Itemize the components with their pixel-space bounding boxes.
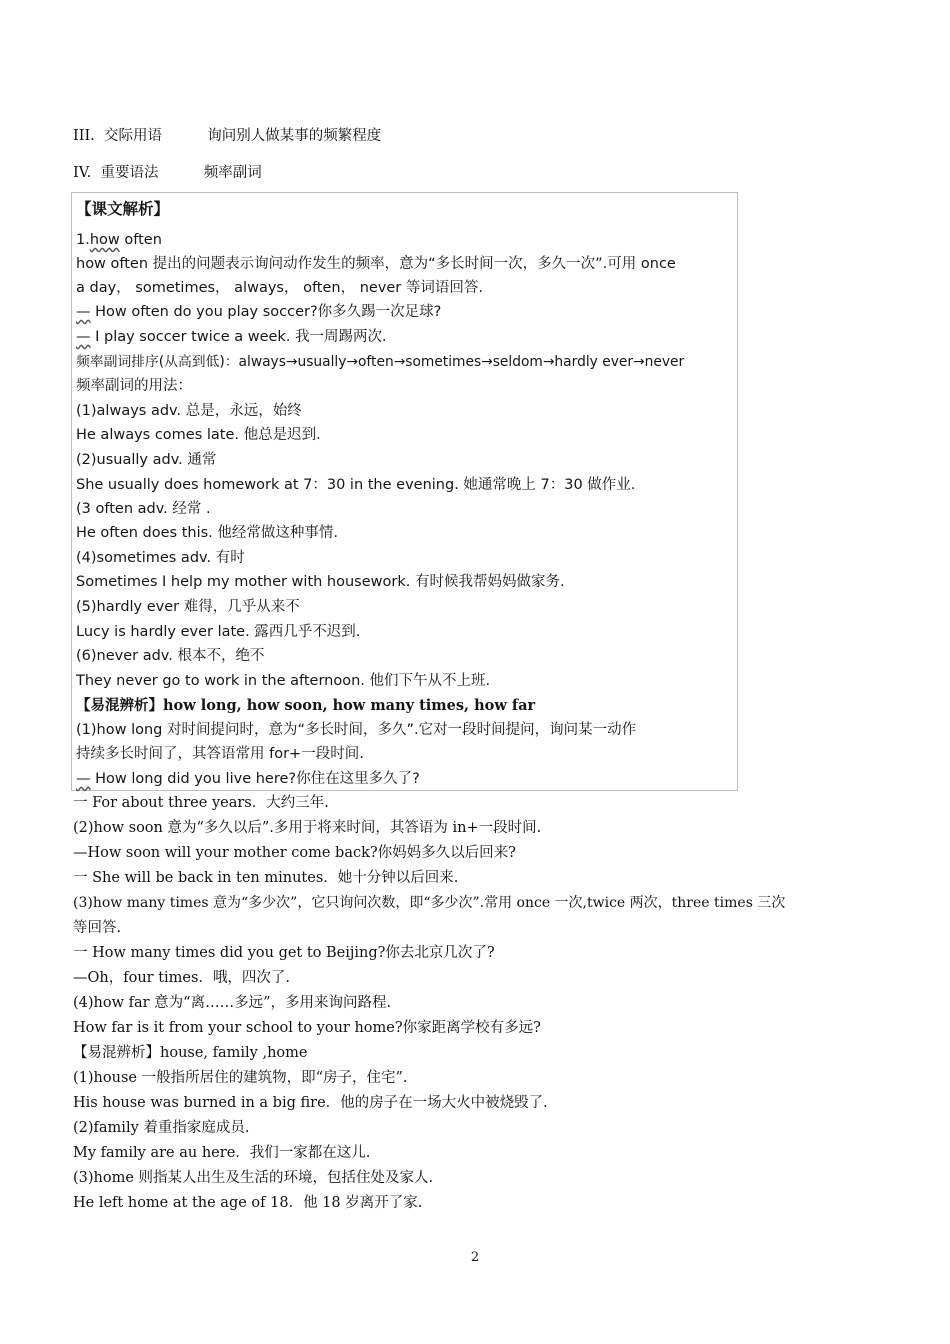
body-line: 一 For about three years．大约三年. [73, 795, 329, 811]
body-line: 等回答. [73, 920, 122, 936]
body-line: My family are au here．我们一家都在这儿. [73, 1145, 371, 1161]
box-line: (1)always adv. 总是，永远，始终 [76, 403, 302, 419]
section-label: 交际用语 [104, 128, 163, 144]
section-value: 频率副词 [203, 165, 262, 181]
body-line: (2)how soon 意为“多久以后”.多用于将来时间，其答语为 in+一段时间. [73, 820, 542, 836]
body-line: (2)family 着重指家庭成员. [73, 1120, 250, 1136]
box-line: how often 提出的问题表示询问动作发生的频率，意为“多长时间一次，多久一次”.可用 once [76, 256, 676, 272]
body-line: How far is it from your school to your home?你家距离学校有多远? [73, 1020, 541, 1036]
section-heading-iii [73, 126, 381, 146]
section-value: 询问别人做某事的频繁程度 [207, 128, 382, 144]
box-line: — How often do you play soccer?你多久踢一次足球? [76, 304, 442, 320]
body-line: (3)how many times 意为“多少次”，它只询问次数，即“多少次”.常用 once 一次,twice 两次，three times 三次 [73, 895, 786, 911]
body-line: (1)house 一般指所居住的建筑物，即“房子，住宅”. [73, 1070, 408, 1086]
body-line: He left home at the age of 18．他 18 岁离开了家. [73, 1195, 423, 1211]
box-line: — How long did you live here?你住在这里多久了? [76, 771, 420, 787]
underlined-term: how [89, 232, 120, 248]
box-line: (3 often adv. 经常 . [76, 501, 211, 517]
box-line: He often does this. 他经常做这种事情. [76, 525, 339, 541]
box-line: They never go to work in the afternoon. 他们下午从不上班. [76, 673, 491, 689]
box-line: Sometimes I help my mother with housework. 有时候我帮妈妈做家务. [76, 574, 565, 590]
box-line: (4)sometimes adv. 有时 [76, 550, 245, 566]
body-line: 一 She will be back in ten minutes．她十分钟以后回来. [73, 870, 459, 886]
box-line: 频率副词的用法： [76, 378, 192, 394]
box-line: (1)how long 对时间提问时，意为“多长时间，多久”.它对一段时间提问，询问某一动作 [76, 722, 637, 738]
page-number: 2 [470, 1250, 480, 1265]
box-heading: 【课文解析】 [76, 200, 170, 218]
body-line: —Oh，four times．哦，四次了. [73, 970, 291, 986]
box-line: 1.how often [76, 232, 162, 248]
compare-heading: 【易混辨析】how long, how soon, how many times, how far [76, 697, 536, 714]
body-line: His house was burned in a big fire．他的房子在一场大火中被烧毁了. [73, 1095, 548, 1111]
section-heading-iv [73, 163, 262, 183]
box-line: (6)never adv. 根本不，绝不 [76, 648, 265, 664]
box-line: She usually does homework at 7：30 in the evening. 她通常晚上 7：30 做作业. [76, 477, 636, 493]
box-line: 持续多长时间了，其答语常用 for+一段时间. [76, 746, 364, 762]
box-line: — I play soccer twice a week. 我一周踢两次. [76, 329, 387, 345]
compare-terms: how long, how soon, how many times, how far [163, 697, 536, 714]
dialog-dash: — [76, 304, 91, 320]
box-line: (2)usually adv. 通常 [76, 452, 217, 468]
box-line: 频率副词排序(从高到低)：always→usually→often→sometimes→seldom→hardly ever→never [76, 354, 685, 370]
body-line: 【易混辨析】house, family ,home [73, 1045, 308, 1061]
section-number: III. [73, 128, 95, 144]
body-line: 一 How many times did you get to Beijing?你去北京几次了? [73, 945, 495, 961]
section-number: IV. [73, 165, 92, 181]
body-line: (4)how far 意为“离……多远”，多用来询问路程. [73, 995, 392, 1011]
body-line: (3)home 则指某人出生及生活的环境，包括住处及家人. [73, 1170, 434, 1186]
box-line: (5)hardly ever 难得，几乎从来不 [76, 599, 300, 615]
box-line: Lucy is hardly ever late. 露西几乎不迟到. [76, 624, 361, 640]
section-label: 重要语法 [100, 165, 159, 181]
body-line: —How soon will your mother come back?你妈妈多久以后回来? [73, 845, 516, 861]
box-line: a day， sometimes， always， often， never 等词语回答. [76, 280, 483, 296]
dialog-dash: — [76, 771, 91, 787]
lesson-analysis-box [71, 192, 738, 791]
box-line: He always comes late. 他总是迟到. [76, 427, 321, 443]
dialog-dash: — [76, 329, 91, 345]
